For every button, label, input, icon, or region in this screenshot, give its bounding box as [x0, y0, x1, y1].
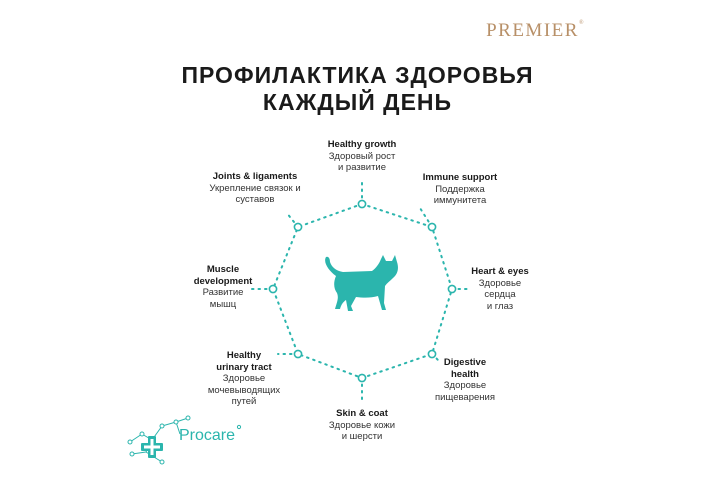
label-en: Healthy urinary tract: [216, 350, 272, 373]
label-en: Healthy growth: [327, 139, 397, 150]
label-heart-eyes: [460, 266, 540, 312]
node-joints-ligaments: [294, 223, 301, 230]
label-en: Digestive health: [443, 357, 487, 380]
label-en: Muscle development: [193, 264, 253, 287]
node-healthy-growth: [358, 200, 365, 207]
procare-logo-text: Procare: [179, 427, 236, 444]
label-ru: Здоровый рост и развитие: [328, 150, 396, 173]
label-ru: Укрепление связок и суставов: [209, 182, 301, 205]
node-immune-support: [428, 223, 435, 230]
label-ru: Здоровье мочевыводящих путей: [207, 373, 281, 407]
label-en: Immune support: [422, 172, 498, 183]
label-ru: Здоровье пищеварения: [435, 380, 495, 403]
node-urinary-tract: [294, 350, 301, 357]
node-heart-eyes: [448, 285, 455, 292]
cat-silhouette-icon: [325, 255, 398, 311]
brand-name: PREMIER: [486, 20, 579, 41]
label-en: Skin & coat: [336, 408, 388, 419]
label-skin-coat: [304, 408, 420, 443]
label-ru: Поддержка иммунитета: [433, 183, 487, 206]
label-immune-support: [410, 172, 510, 207]
label-en: Joints & ligaments: [212, 171, 298, 182]
title-line-1: ПРОФИЛАКТИКА ЗДОРОВЬЯ: [181, 62, 534, 88]
label-ru: Развитие мышц: [202, 287, 244, 310]
registered-mark: ®: [578, 20, 585, 26]
label-en: Heart & eyes: [471, 266, 529, 277]
label-joints-ligaments: [196, 171, 314, 206]
node-muscle-development: [269, 285, 276, 292]
label-ru: Здоровье сердца и глаз: [478, 277, 522, 312]
node-skin-coat: [358, 374, 365, 381]
label-muscle-development: [178, 264, 268, 310]
title-line-2: КАЖДЫЙ ДЕНЬ: [262, 89, 453, 115]
label-urinary-tract: [194, 350, 294, 408]
label-ru: Здоровье кожи и шерсти: [328, 419, 396, 442]
label-healthy-growth: [304, 139, 420, 174]
label-digestive-health: [425, 357, 505, 403]
